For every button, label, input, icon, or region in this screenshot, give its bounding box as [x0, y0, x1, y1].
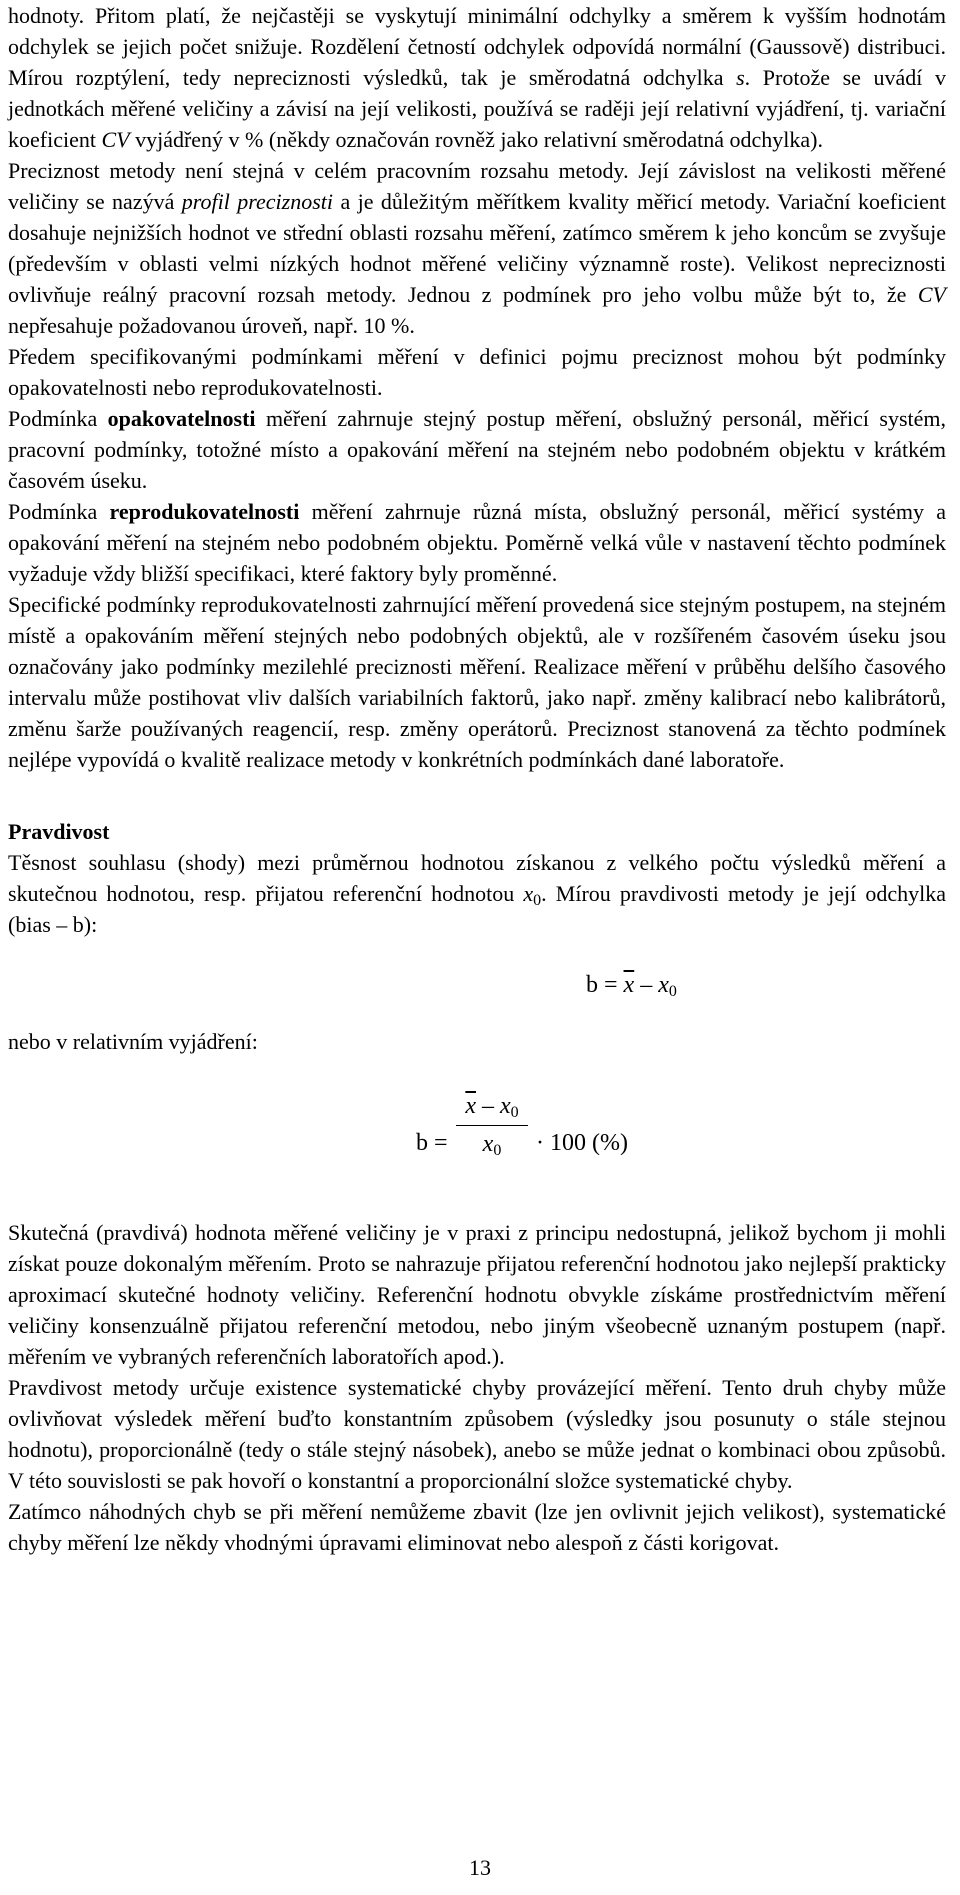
formula-denominator: $x_0$ [482, 1131, 502, 1159]
relative-bias-formula [8, 1057, 946, 1217]
formula-lhs: b = [416, 1130, 448, 1156]
paragraph-error-correction: Zatímco náhodných chyb se při měření nemůžeme zbavit (lze jen ovlivnit jejich velikost), systematické chyby měření lze někdy vhodnými úpravami eliminovat nebo alespoň z části korigovat. [8, 1499, 946, 1555]
section-heading-trueness: Pravdivost [8, 819, 110, 844]
paragraph-variation: hodnoty. Přitom platí, že nejčastěji se vyskytují minimální odchylky a směrem k vyšším hodnotám odchylek se jejich počet snižuje. Rozdělení četností odchylek odpovídá normální (Gaussově) distribuci. Mírou rozptýlení, tedy nepreciznosti výsledků, tak je směrodatná odchylka s. Protože se uvádí v jednotkách měřené veličiny a závisí na její velikosti, používá se raději její relativní vyjádření, tj. variační koeficient CV vyjádřený v % (někdy označován rovněž jako relativní směrodatná odchylka). [8, 3, 947, 152]
paragraph-conditions: Předem specifikovanými podmínkami měření v definici pojmu preciznost mohou být podmínky opakovatelnosti nebo reprodukovatelnosti. [8, 344, 946, 400]
paragraph-true-value: Skutečná (pravdivá) hodnota měřené veličiny je v praxi z principu nedostupná, jelikož bychom ji mohli získat pouze dokonalým měřením. Proto se nahrazuje přijatou referenční hodnotou jako nejlepší prakticky aproximací skutečné hodnoty veličiny. Referenční hodnotu obvykle získáme prostřednictvím měření veličiny konsenzuálně přijatou referenční metodou, nebo jiným všeobecně uznaným postupem (např. měřením ve vybraných referenčních laboratořích apod.). [8, 1220, 946, 1369]
page-number: 13 [469, 1855, 491, 1880]
formula-rhs: · 100 (%) [536, 1130, 628, 1156]
relative-expression-label: nebo v relativním vyjádření: [8, 1029, 258, 1054]
bias-formula [8, 940, 946, 1018]
paragraph-repeatability: Podmínka opakovatelnosti měření zahrnuje stejný postup měření, obslužný personál, měřicí systém, pracovní podmínky, totožné místo a opakování měření na stejném nebo podobném objektu v krátkém časovém úseku. [8, 406, 946, 493]
paragraph-systematic-error: Pravdivost metody určuje existence systematické chyby provázející měření. Tento druh chyby může ovlivňovat výsledek měření buďto konstantním způsobem (výsledky jsou posunuty o stále stejnou hodnotu), proporcionálně (tedy o stále stejný násobek), anebo se může jednat o kombinaci obou způsobů. V této souvislosti se pak hovoří o konstantní a proporcionální složce systematické chyby. [8, 1375, 946, 1493]
paragraph-trueness-intro: Těsnost souhlasu (shody) mezi průměrnou hodnotou získanou z velkého počtu výsledků měření a skutečnou hodnotou, resp. přijatou referenční hodnotou $x_0$. Mírou pravdivosti metody je její odchylka (bias – b): [8, 850, 946, 937]
paragraph-reproducibility: Podmínka reprodukovatelnosti měření zahrnuje různá místa, obslužný personál, měřicí systémy a opakování měření na stejném nebo podobném objektu. Poměrně velká vůle v nastavení těchto podmínek vyžaduje vždy bližší specifikaci, které faktory byly proměnné. [8, 499, 946, 586]
bias-formula-text: $b = \overline{x} - x_0$ [586, 972, 677, 1000]
paragraph-precision-profile: Preciznost metody není stejná v celém pracovním rozsahu metody. Její závislost na velikosti měřené veličiny se nazývá profil preciznosti a je důležitým měřítkem kvality měřicí metody. Variační koeficient dosahuje nejnižších hodnot ve střední oblasti rozsahu měření, zatímco směrem k jeho koncům se zvyšuje (především v oblasti velmi nízkých hodnot měřené veličiny významně roste). Velikost nepreciznosti ovlivňuje reálný pracovní rozsah metody. Jednou z podmínek pro jeho volbu může být to, že CV nepřesahuje požadovanou úroveň, např. 10 %. [8, 158, 946, 338]
formula-fraction [456, 1091, 528, 1160]
formula-numerator: $\overline{x} - x_0$ [456, 1091, 528, 1126]
paragraph-intermediate-precision: Specifické podmínky reprodukovatelnosti zahrnující měření provedená sice stejným postupem, na stejném místě a opakováním měření stejných nebo podobných objektů, ale v rozšířeném časovém úseku jsou označovány jako podmínky mezilehlé preciznosti měření. Realizace měření v průběhu delšího časového intervalu může postihovat vliv dalších variabilních faktorů, jako např. změny kalibrací nebo kalibrátorů, změnu šarže používaných reagencií, resp. změny operátorů. Preciznost stanovená za těchto podmínek nejlépe vypovídá o kvalitě realizace metody v konkrétních podmínkách dané laboratoře. [8, 592, 946, 772]
